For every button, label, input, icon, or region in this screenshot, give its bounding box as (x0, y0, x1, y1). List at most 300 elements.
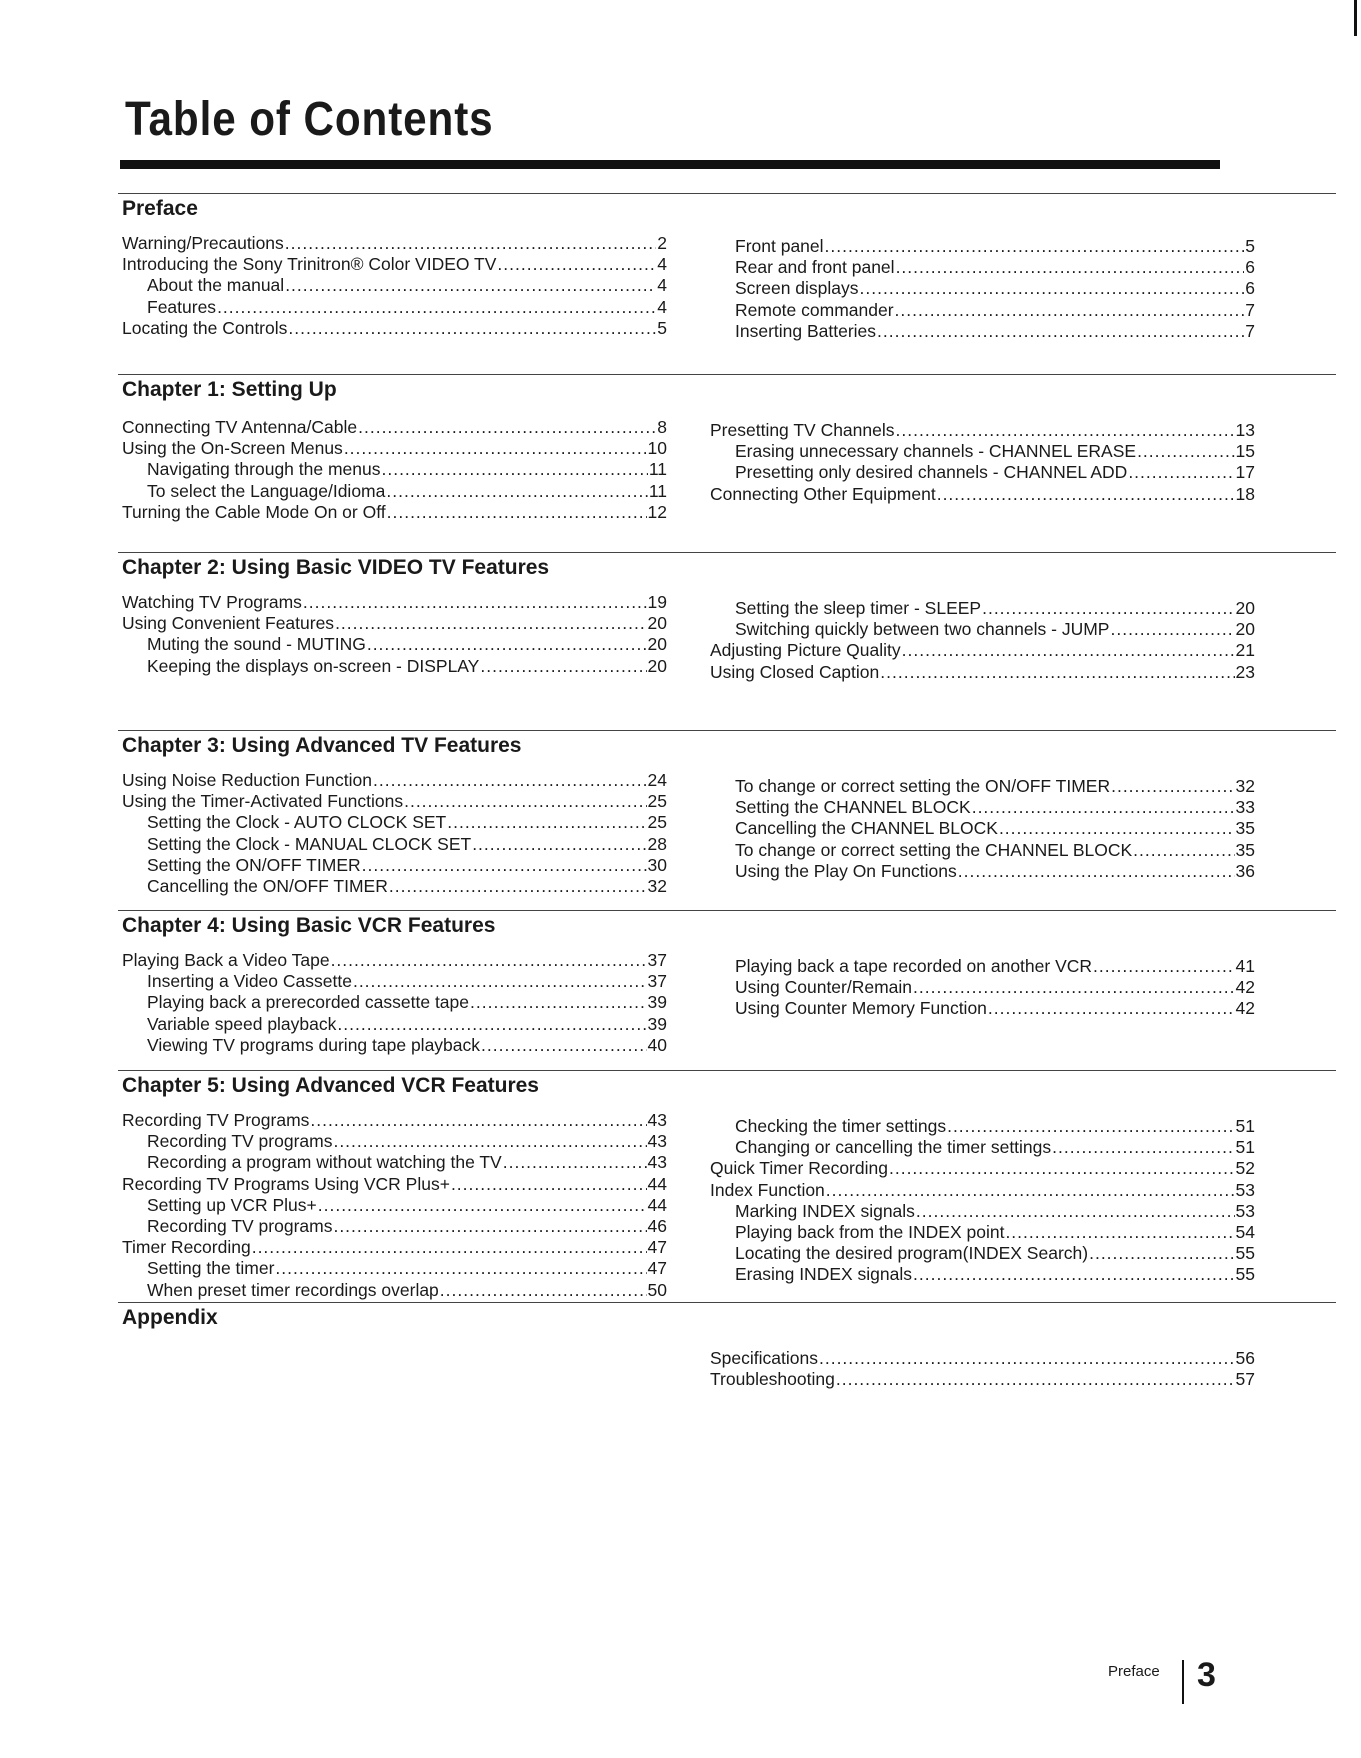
toc-entry-title: Recording TV Programs Using VCR Plus+ (122, 1173, 450, 1194)
dot-leader (902, 640, 1235, 661)
dot-leader (440, 1280, 647, 1301)
dot-leader (344, 438, 647, 459)
toc-column-left (122, 592, 667, 677)
toc-entry-title: Watching TV Programs (122, 592, 302, 612)
dot-leader (318, 1195, 647, 1216)
dot-leader (999, 818, 1235, 839)
toc-entry (710, 797, 1255, 818)
toc-entry (710, 441, 1255, 462)
dot-leader (310, 1110, 646, 1131)
toc-entry-title: Switching quickly between two channels - JUMP (735, 619, 1110, 640)
toc-entry-title: Playing Back a Video Tape (122, 950, 330, 970)
dot-leader (880, 662, 1234, 683)
section-heading: Preface (122, 197, 198, 220)
page-number: 3 (1197, 1656, 1216, 1694)
toc-column-left (122, 770, 667, 897)
toc-entry-page: 13 (1235, 420, 1255, 440)
toc-entry-page: 6 (1245, 278, 1255, 299)
toc-entry (122, 275, 667, 296)
dot-leader (1137, 441, 1234, 462)
toc-entry-title: Using Counter/Remain (735, 977, 913, 998)
toc-entry-title: Setting up VCR Plus+ (147, 1194, 317, 1215)
dot-leader (275, 1258, 646, 1279)
toc-section (118, 193, 1336, 353)
toc-entry-page: 2 (657, 233, 667, 253)
toc-entry (122, 233, 667, 254)
toc-entry-title: Using Noise Reduction Function (122, 770, 372, 790)
toc-entry (710, 1264, 1255, 1285)
toc-entry-page: 18 (1235, 483, 1255, 504)
title-rule (120, 160, 1220, 169)
toc-entry-page: 20 (1235, 598, 1255, 618)
dot-leader (916, 1201, 1235, 1222)
toc-entry (122, 438, 667, 459)
toc-entry (710, 818, 1255, 839)
toc-entry-page: 7 (1245, 299, 1255, 320)
toc-entry-title: Checking the timer settings (735, 1116, 947, 1136)
section-heading: Chapter 5: Using Advanced VCR Features (122, 1074, 539, 1097)
toc-column-left (122, 233, 667, 339)
toc-entry-title: Setting the ON/OFF TIMER (147, 854, 361, 875)
toc-entry-title: Playing back a tape recorded on another VCR (735, 956, 1093, 976)
toc-entry-page: 11 (648, 459, 667, 480)
toc-entry-page: 55 (1235, 1243, 1255, 1264)
toc-entry-page: 44 (647, 1194, 667, 1215)
toc-entry-page: 12 (647, 501, 667, 522)
toc-section (118, 552, 1336, 712)
toc-entry-page: 20 (647, 613, 667, 634)
toc-entry-title: Introducing the Sony Trinitron® Color VIDEO TV (122, 254, 497, 275)
toc-entry-page: 8 (657, 417, 667, 437)
dot-leader (387, 502, 647, 523)
toc-entry-page: 46 (647, 1216, 667, 1237)
toc-entry-page: 35 (1235, 818, 1255, 839)
toc-entry (710, 1180, 1255, 1201)
toc-entry-page: 23 (1235, 661, 1255, 682)
toc-entry-title: Recording TV programs (147, 1131, 333, 1152)
toc-entry (122, 876, 667, 897)
dot-leader (937, 484, 1235, 505)
toc-entry-page: 4 (657, 296, 667, 317)
toc-column-right (710, 776, 1255, 882)
toc-entry-title: Recording TV programs (147, 1216, 333, 1237)
toc-entry-page: 57 (1235, 1369, 1255, 1390)
toc-entry (122, 297, 667, 318)
dot-leader (896, 420, 1235, 441)
dot-leader (335, 613, 646, 634)
dot-leader (353, 971, 647, 992)
toc-entry-title: Recording TV Programs (122, 1110, 310, 1130)
toc-entry (122, 1174, 667, 1195)
toc-entry-page: 30 (647, 854, 667, 875)
dot-leader (1089, 1243, 1234, 1264)
toc-entry-title: Cancelling the ON/OFF TIMER (147, 876, 388, 897)
toc-entry-page: 33 (1235, 797, 1255, 818)
dot-leader (1005, 1222, 1234, 1243)
toc-entry-title: Presetting TV Channels (710, 420, 895, 440)
toc-entry-page: 4 (657, 254, 667, 275)
dot-leader (877, 321, 1244, 342)
toc-entry-title: Recording a program without watching the TV (147, 1152, 502, 1173)
toc-entry-page: 43 (647, 1131, 667, 1152)
toc-entry-title: Troubleshooting (710, 1369, 835, 1390)
toc-entry-title: Setting the sleep timer - SLEEP (735, 598, 982, 618)
dot-leader (988, 998, 1235, 1019)
toc-entry-page: 42 (1235, 998, 1255, 1019)
dot-leader (288, 318, 656, 339)
dot-leader (217, 297, 656, 318)
toc-column-right (710, 236, 1255, 342)
toc-entry-page: 21 (1235, 640, 1255, 661)
toc-entry-page: 51 (1235, 1137, 1255, 1158)
toc-entry-page: 32 (1235, 776, 1255, 796)
toc-entry-page: 25 (647, 812, 667, 833)
toc-entry (710, 1201, 1255, 1222)
toc-entry (710, 1137, 1255, 1158)
toc-entry-title: Muting the sound - MUTING (147, 634, 366, 655)
toc-entry (122, 318, 667, 339)
toc-entry (710, 776, 1255, 797)
dot-leader (958, 861, 1235, 882)
toc-section (118, 1070, 1336, 1300)
toc-entry-page: 51 (1235, 1116, 1255, 1136)
toc-entry (710, 300, 1255, 321)
dot-leader (1052, 1137, 1234, 1158)
toc-entry-title: Using Counter Memory Function (735, 998, 987, 1019)
section-rule (118, 552, 1336, 553)
toc-entry-title: Marking INDEX signals (735, 1200, 915, 1221)
toc-entry-title: To change or correct setting the CHANNEL BLOCK (735, 839, 1133, 860)
toc-column-right (710, 598, 1255, 683)
dot-leader (826, 1180, 1235, 1201)
toc-entry-title: Using the Timer-Activated Functions (122, 791, 404, 812)
toc-entry-page: 53 (1235, 1179, 1255, 1200)
toc-entry-title: Setting the timer (147, 1258, 275, 1279)
toc-entry (710, 977, 1255, 998)
toc-entry-title: Variable speed playback (147, 1013, 337, 1034)
dot-leader (497, 254, 656, 275)
toc-entry-page: 28 (647, 833, 667, 854)
toc-entry (122, 254, 667, 275)
toc-entry-title: Warning/Precautions (122, 233, 284, 253)
toc-entry-page: 20 (647, 634, 667, 655)
toc-entry-page: 40 (647, 1034, 667, 1055)
dot-leader (331, 950, 647, 971)
toc-entry-title: Connecting TV Antenna/Cable (122, 417, 358, 437)
toc-entry-title: Features (147, 296, 217, 317)
toc-entry-page: 32 (647, 876, 667, 897)
toc-column-right (710, 420, 1255, 505)
dot-leader (913, 977, 1235, 998)
section-rule (118, 910, 1336, 911)
toc-entry-title: Keeping the displays on-screen - DISPLAY (147, 655, 480, 676)
toc-entry (710, 956, 1255, 977)
toc-entry-title: Presetting only desired channels - CHANNEL ADD (735, 462, 1128, 483)
footer-section-label: Preface (1108, 1663, 1160, 1680)
dot-leader (503, 1152, 647, 1173)
toc-entry (710, 598, 1255, 619)
toc-entry (710, 1222, 1255, 1243)
toc-entry-title: Setting the CHANNEL BLOCK (735, 797, 971, 818)
toc-entry-title: Changing or cancelling the timer settings (735, 1137, 1052, 1158)
toc-entry (122, 834, 667, 855)
dot-leader (404, 791, 646, 812)
dot-leader (451, 1174, 647, 1195)
dot-leader (447, 812, 646, 833)
dot-leader (825, 236, 1245, 257)
toc-entry-page: 54 (1235, 1222, 1255, 1243)
dot-leader (836, 1369, 1235, 1390)
toc-entry-page: 19 (647, 592, 667, 612)
toc-entry-title: Adjusting Picture Quality (710, 640, 901, 661)
toc-entry-title: Quick Timer Recording (710, 1158, 888, 1179)
dot-leader (913, 1264, 1235, 1285)
toc-entry (710, 662, 1255, 683)
toc-entry (122, 855, 667, 876)
toc-entry (122, 971, 667, 992)
toc-entry-title: Remote commander (735, 299, 894, 320)
dot-leader (285, 275, 656, 296)
dot-leader (819, 1348, 1235, 1369)
dot-leader (389, 876, 647, 897)
toc-entry (122, 770, 667, 791)
section-rule (118, 374, 1336, 375)
toc-entry-page: 44 (647, 1173, 667, 1194)
dot-leader (1133, 840, 1234, 861)
toc-entry (122, 502, 667, 523)
toc-entry (122, 634, 667, 655)
dot-leader (303, 592, 647, 613)
toc-entry-title: Playing back from the INDEX point (735, 1222, 1005, 1243)
toc-entry-page: 55 (1235, 1264, 1255, 1285)
toc-entry-page: 11 (648, 480, 667, 501)
toc-entry-page: 42 (1235, 977, 1255, 998)
toc-entry (122, 1014, 667, 1035)
toc-entry-page: 41 (1235, 956, 1255, 976)
toc-entry-page: 24 (647, 770, 667, 790)
toc-entry (122, 481, 667, 502)
dot-leader (386, 481, 647, 502)
toc-entry-page: 20 (1235, 619, 1255, 640)
toc-entry-page: 47 (647, 1237, 667, 1258)
toc-entry (710, 1158, 1255, 1179)
dot-leader (373, 770, 647, 791)
section-heading: Chapter 4: Using Basic VCR Features (122, 914, 496, 937)
toc-entry-title: Using Closed Caption (710, 661, 880, 682)
toc-entry-page: 37 (647, 950, 667, 970)
toc-entry-page: 43 (647, 1152, 667, 1173)
toc-section (118, 374, 1336, 534)
toc-column-right (710, 1348, 1255, 1390)
toc-entry-title: Turning the Cable Mode On or Off (122, 501, 386, 522)
toc-entry (122, 1035, 667, 1056)
dot-leader (982, 598, 1234, 619)
toc-entry-title: Locating the Controls (122, 317, 288, 338)
toc-entry-title: Specifications (710, 1348, 818, 1368)
dot-leader (472, 834, 646, 855)
toc-entry-page: 7 (1245, 320, 1255, 341)
toc-entry-page: 53 (1235, 1200, 1255, 1221)
toc-entry-title: Setting the Clock - AUTO CLOCK SET (147, 812, 447, 833)
toc-entry-title: Timer Recording (122, 1237, 251, 1258)
toc-entry-title: Inserting Batteries (735, 320, 877, 341)
dot-leader (252, 1237, 647, 1258)
toc-column-right (710, 956, 1255, 1020)
toc-entry-page: 50 (647, 1279, 667, 1300)
toc-entry-title: Viewing TV programs during tape playback (147, 1034, 481, 1055)
page-edge-mark (1354, 0, 1357, 36)
toc-entry (710, 840, 1255, 861)
toc-entry-page: 5 (1245, 236, 1255, 256)
toc-column-left (122, 417, 667, 523)
toc-entry-page: 47 (647, 1258, 667, 1279)
toc-entry (710, 484, 1255, 505)
toc-entry-page: 17 (1235, 462, 1255, 483)
toc-entry-title: Front panel (735, 236, 824, 256)
toc-entry-title: Erasing INDEX signals (735, 1264, 913, 1285)
toc-entry (122, 1152, 667, 1173)
toc-entry-page: 5 (657, 317, 667, 338)
dot-leader (1128, 462, 1234, 483)
toc-entry-page: 39 (647, 992, 667, 1013)
toc-section (118, 1302, 1336, 1462)
dot-leader (1093, 956, 1235, 977)
toc-entry-page: 6 (1245, 257, 1255, 278)
toc-entry (710, 278, 1255, 299)
section-rule (118, 193, 1336, 194)
toc-entry-page: 37 (647, 971, 667, 992)
toc-entry (122, 1195, 667, 1216)
toc-entry-page: 39 (647, 1013, 667, 1034)
toc-entry-title: Rear and front panel (735, 257, 895, 278)
toc-entry-title: Erasing unnecessary channels - CHANNEL ERASE (735, 441, 1137, 462)
toc-entry (122, 1237, 667, 1258)
toc-entry-title: Inserting a Video Cassette (147, 971, 352, 992)
toc-entry (710, 1243, 1255, 1264)
toc-entry (710, 1348, 1255, 1369)
dot-leader (896, 257, 1245, 278)
page-title: Table of Contents (125, 93, 494, 146)
section-heading: Chapter 1: Setting Up (122, 378, 337, 401)
dot-leader (895, 300, 1245, 321)
toc-entry-title: About the manual (147, 275, 285, 296)
toc-entry (710, 462, 1255, 483)
toc-entry-page: 35 (1235, 839, 1255, 860)
toc-entry (710, 861, 1255, 882)
toc-entry-page: 36 (1235, 860, 1255, 881)
toc-entry (122, 1131, 667, 1152)
toc-entry (122, 459, 667, 480)
toc-entry (710, 236, 1255, 257)
toc-entry (122, 1216, 667, 1237)
toc-entry (122, 992, 667, 1013)
dot-leader (889, 1158, 1235, 1179)
toc-entry (122, 950, 667, 971)
toc-entry (710, 321, 1255, 342)
toc-entry-title: Navigating through the menus (147, 459, 381, 480)
toc-entry-title: Playing back a prerecorded cassette tape (147, 992, 469, 1013)
dot-leader (470, 992, 647, 1013)
toc-entry (122, 656, 667, 677)
toc-entry (122, 417, 667, 438)
toc-entry (710, 1116, 1255, 1137)
dot-leader (333, 1131, 646, 1152)
dot-leader (333, 1216, 646, 1237)
dot-leader (1111, 776, 1234, 797)
toc-entry-page: 4 (657, 275, 667, 296)
section-heading: Chapter 2: Using Basic VIDEO TV Features (122, 556, 550, 579)
toc-entry-page: 20 (647, 655, 667, 676)
toc-entry (710, 1369, 1255, 1390)
toc-entry-title: Setting the Clock - MANUAL CLOCK SET (147, 833, 472, 854)
dot-leader (362, 855, 647, 876)
toc-entry-title: To select the Language/Idioma (147, 480, 386, 501)
toc-entry-page: 56 (1235, 1348, 1255, 1368)
toc-entry (122, 592, 667, 613)
toc-entry (122, 1110, 667, 1131)
toc-entry (710, 420, 1255, 441)
section-heading: Chapter 3: Using Advanced TV Features (122, 734, 522, 757)
dot-leader (285, 233, 656, 254)
toc-entry (122, 1258, 667, 1279)
dot-leader (481, 1035, 647, 1056)
toc-section (118, 730, 1336, 897)
toc-column-left (122, 1110, 667, 1301)
toc-section (118, 910, 1336, 1070)
toc-entry (122, 1280, 667, 1301)
dot-leader (337, 1014, 646, 1035)
footer-divider (1182, 1660, 1184, 1704)
toc-entry-title: Using the Play On Functions (735, 860, 957, 881)
toc-entry-page: 25 (647, 791, 667, 812)
toc-entry (710, 998, 1255, 1019)
toc-entry-title: To change or correct setting the ON/OFF TIMER (735, 776, 1111, 796)
toc-column-right (710, 1116, 1255, 1286)
toc-entry-page: 15 (1235, 441, 1255, 462)
toc-entry-title: Locating the desired program(INDEX Search) (735, 1243, 1089, 1264)
toc-entry (122, 791, 667, 812)
toc-entry (710, 257, 1255, 278)
section-rule (118, 1302, 1336, 1303)
toc-entry-title: Connecting Other Equipment (710, 483, 936, 504)
dot-leader (358, 417, 656, 438)
dot-leader (480, 656, 646, 677)
dot-leader (381, 459, 647, 480)
toc-column-left (122, 950, 667, 1056)
dot-leader (947, 1116, 1234, 1137)
dot-leader (972, 797, 1235, 818)
toc-entry (122, 812, 667, 833)
section-rule (118, 730, 1336, 731)
toc-entry-page: 43 (647, 1110, 667, 1130)
toc-entry-page: 10 (647, 438, 667, 459)
toc-entry-title: Using Convenient Features (122, 613, 335, 634)
dot-leader (860, 278, 1245, 299)
toc-entry-title: When preset timer recordings overlap (147, 1279, 439, 1300)
toc-entry-title: Index Function (710, 1179, 825, 1200)
section-rule (118, 1070, 1336, 1071)
toc-entry-page: 52 (1235, 1158, 1255, 1179)
dot-leader (367, 634, 647, 655)
toc-entry (122, 613, 667, 634)
section-heading: Appendix (122, 1306, 218, 1329)
toc-entry-title: Cancelling the CHANNEL BLOCK (735, 818, 998, 839)
toc-entry (710, 640, 1255, 661)
toc-entry-title: Screen displays (735, 278, 859, 299)
toc-entry-title: Using the On-Screen Menus (122, 438, 343, 459)
dot-leader (1110, 619, 1234, 640)
toc-entry (710, 619, 1255, 640)
